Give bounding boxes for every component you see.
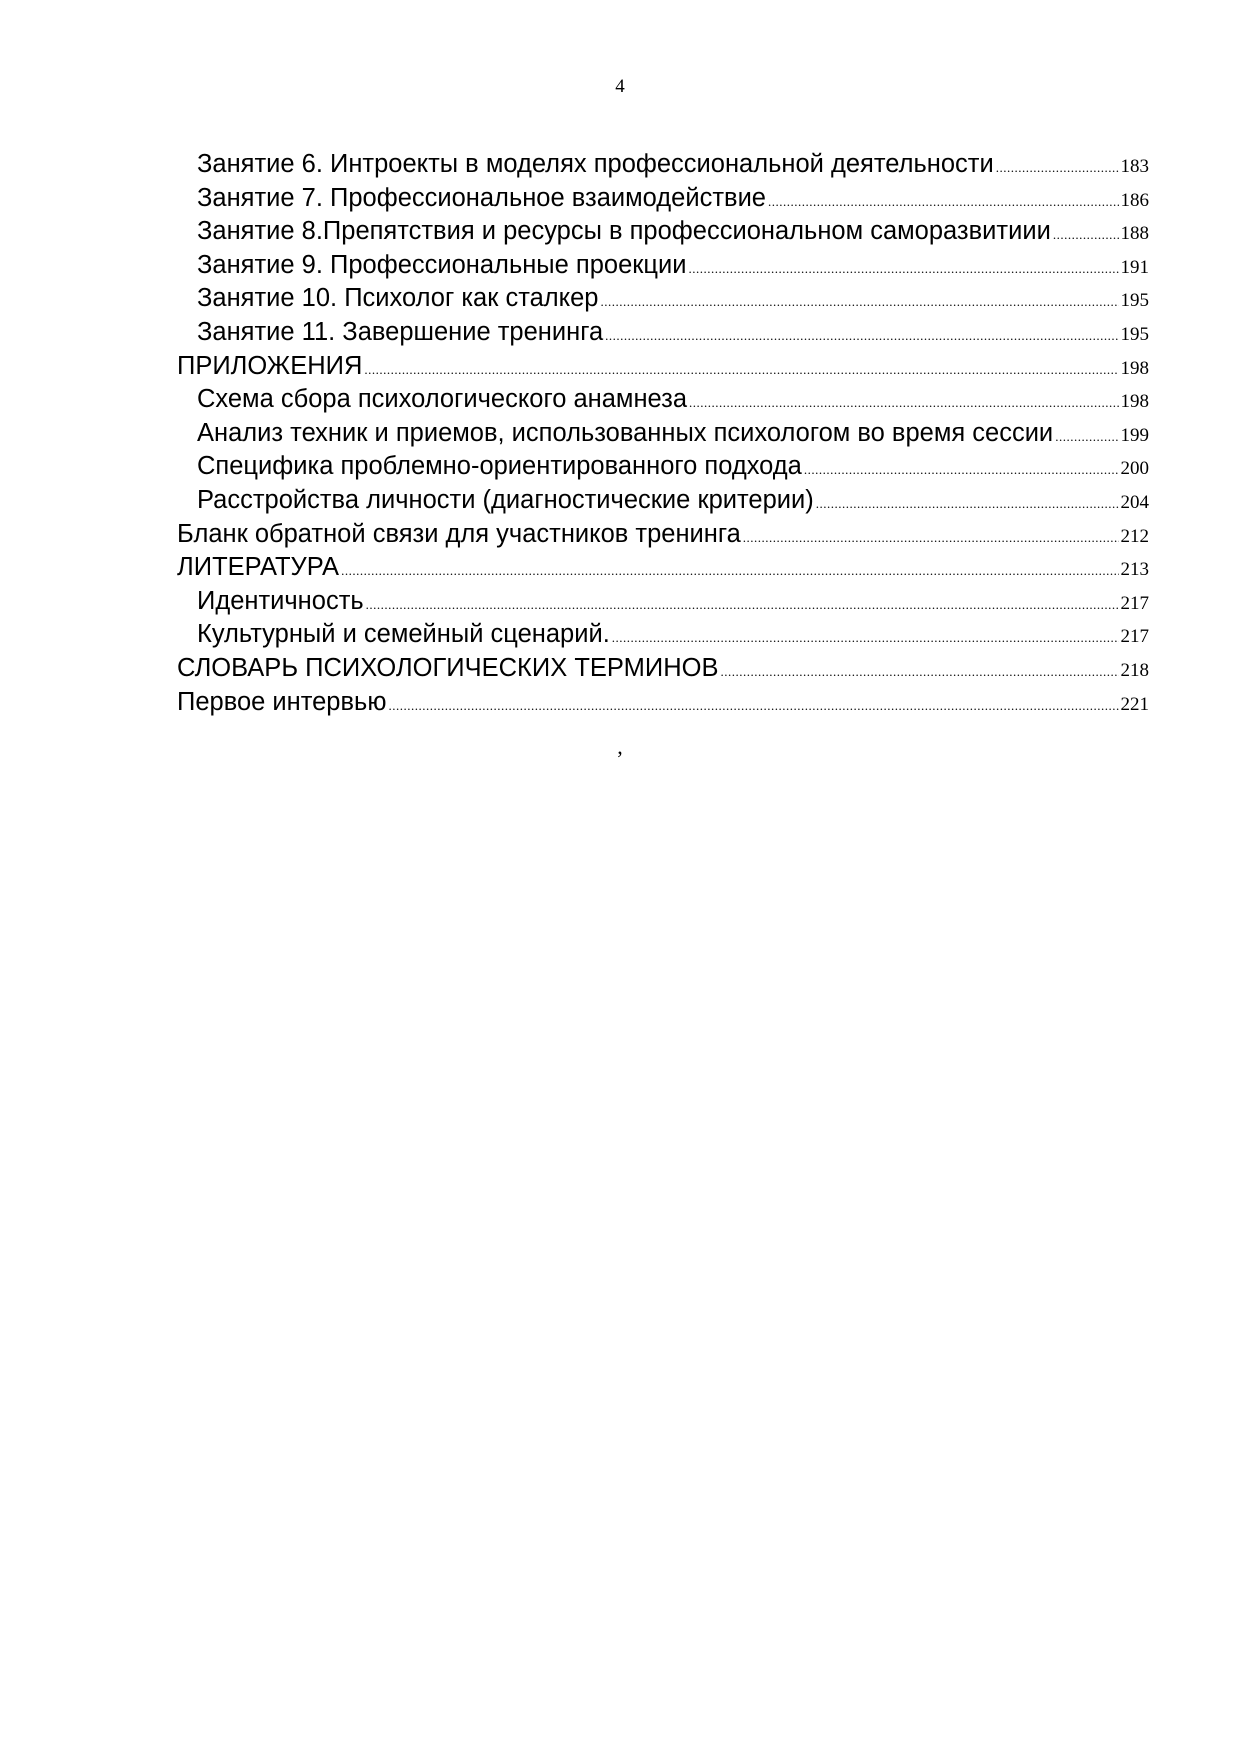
toc-entry-page: 217	[1120, 626, 1149, 648]
toc-entry-page: 191	[1120, 256, 1149, 278]
toc-entry-page: 188	[1120, 223, 1149, 245]
dot-leader	[364, 353, 1118, 387]
dot-leader	[804, 453, 1119, 487]
dot-leader	[366, 588, 1119, 622]
table-of-contents	[177, 148, 1149, 719]
dot-leader	[743, 521, 1119, 555]
toc-entry-title: Первое интервью	[177, 687, 387, 716]
dot-leader	[1055, 420, 1118, 454]
dot-leader	[768, 185, 1119, 219]
toc-entry-page: 200	[1120, 458, 1149, 480]
dot-leader	[612, 621, 1119, 655]
toc-entry-page: 195	[1120, 323, 1149, 345]
toc-entry[interactable]	[177, 551, 1149, 585]
toc-entry-title: Расстройства личности (диагностические критерии)	[197, 485, 814, 514]
toc-entry-page: 186	[1120, 189, 1149, 211]
toc-entry-title: Идентичность	[197, 586, 364, 615]
toc-entry-page: 213	[1120, 559, 1149, 581]
dot-leader	[601, 285, 1119, 319]
toc-entry[interactable]	[177, 215, 1149, 249]
toc-entry[interactable]	[177, 518, 1149, 552]
toc-entry-title: ПРИЛОЖЕНИЯ	[177, 351, 363, 380]
toc-entry-title: Занятие 9. Профессиональные проекции	[197, 250, 687, 279]
dot-leader	[1053, 218, 1119, 252]
toc-entry[interactable]	[177, 249, 1149, 283]
trailing-mark: ,	[617, 734, 623, 759]
dot-leader	[689, 386, 1118, 420]
toc-entry[interactable]	[177, 182, 1149, 216]
toc-entry[interactable]	[177, 282, 1149, 316]
toc-entry-title: Анализ техник и приемов, использованных психологом во время сессии	[197, 418, 1054, 447]
toc-entry[interactable]	[177, 652, 1149, 686]
toc-entry[interactable]	[177, 450, 1149, 484]
toc-entry-title: СЛОВАРЬ ПСИХОЛОГИЧЕСКИХ ТЕРМИНОВ	[177, 653, 719, 682]
dot-leader	[605, 319, 1118, 353]
toc-entry[interactable]	[177, 417, 1149, 451]
toc-entry[interactable]	[177, 148, 1149, 182]
toc-entry-page: 221	[1120, 693, 1149, 715]
toc-entry[interactable]	[177, 383, 1149, 417]
toc-entry-title: Занятие 6. Интроекты в моделях профессиональной деятельности	[197, 150, 994, 178]
toc-entry[interactable]	[177, 484, 1149, 518]
toc-entry-title: Бланк обратной связи для участников тренинга	[177, 519, 741, 548]
toc-entry-title: ЛИТЕРАТУРА	[177, 553, 340, 582]
toc-entry-title: Культурный и семейный сценарий.	[197, 620, 610, 649]
page-number: 4	[615, 76, 625, 97]
toc-entry-page: 198	[1120, 391, 1149, 413]
toc-entry[interactable]	[177, 618, 1149, 652]
toc-entry-title: Занятие 11. Завершение тренинга	[197, 317, 604, 346]
toc-entry-page: 198	[1120, 357, 1149, 379]
dot-leader	[341, 554, 1118, 588]
toc-entry-title: Схема сбора психологического анамнеза	[197, 385, 688, 414]
toc-entry-title: Занятие 8.Препятствия и ресурсы в профессиональном саморазвитиии	[197, 217, 1051, 246]
toc-entry[interactable]	[177, 316, 1149, 350]
dot-leader	[689, 252, 1119, 286]
dot-leader	[996, 151, 1119, 185]
toc-entry-title: Специфика проблемно-ориентированного подхода	[197, 452, 802, 481]
toc-entry-page: 195	[1120, 290, 1149, 312]
toc-entry[interactable]	[177, 350, 1149, 384]
toc-entry-page: 212	[1120, 525, 1149, 547]
toc-entry-title: Занятие 10. Психолог как сталкер	[197, 284, 599, 313]
toc-entry-page: 218	[1120, 659, 1149, 681]
toc-entry-page: 204	[1120, 491, 1149, 513]
toc-entry[interactable]	[177, 585, 1149, 619]
dot-leader	[816, 487, 1119, 521]
toc-entry-page: 183	[1120, 156, 1149, 177]
toc-entry[interactable]	[177, 686, 1149, 720]
toc-entry-page: 199	[1120, 424, 1149, 446]
dot-leader	[720, 655, 1118, 689]
toc-entry-page: 217	[1120, 592, 1149, 614]
dot-leader	[388, 689, 1118, 723]
toc-entry-title: Занятие 7. Профессиональное взаимодействие	[197, 183, 766, 212]
